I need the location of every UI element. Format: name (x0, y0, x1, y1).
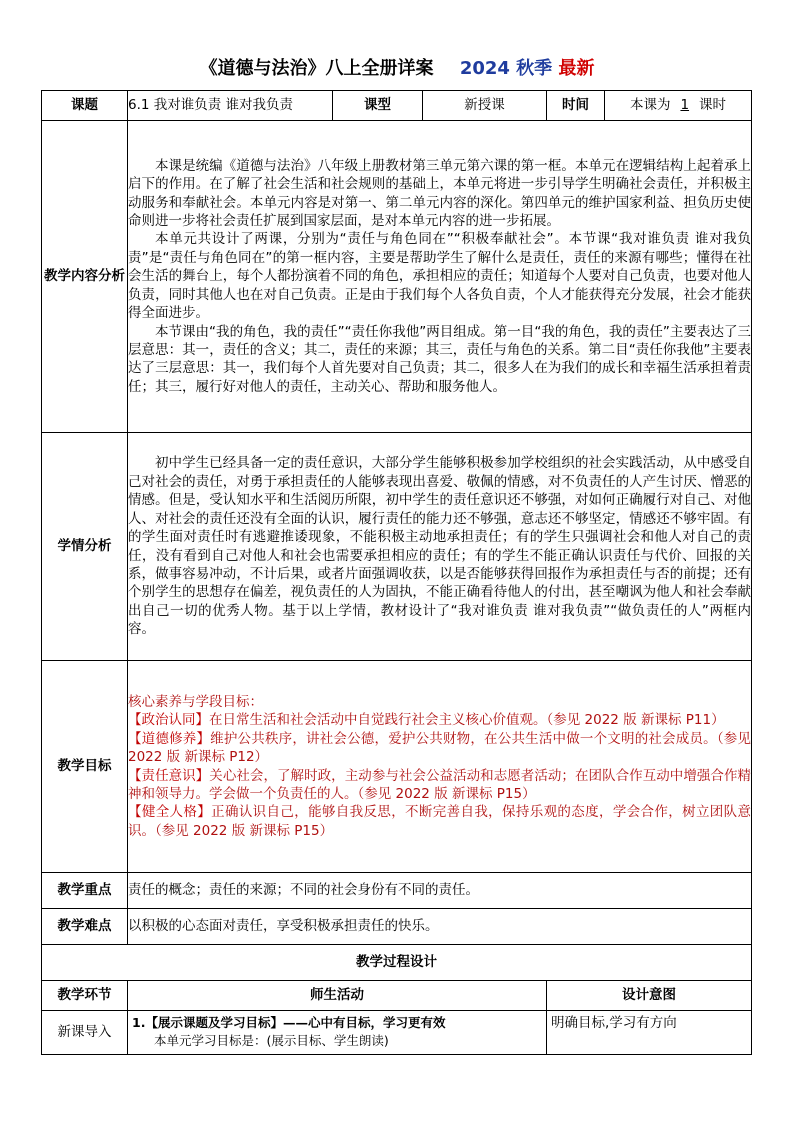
process-col-activity: 师生活动 (128, 981, 547, 1011)
goal-item (128, 730, 751, 767)
content-analysis-label: 教学内容分析 (42, 121, 128, 433)
time-value (605, 91, 752, 121)
topic-label: 课题 (42, 91, 128, 121)
goal-text: 正确认识自己，能够自我反思，不断完善自我，保持乐观的态度，学会合作，树立团队意识。（参见 2022 版 新课标 P15） (128, 804, 752, 839)
process-header-row (42, 981, 752, 1011)
difficulty-row (42, 909, 752, 945)
goal-tag: 【责任意识】 (128, 767, 210, 784)
goal-item (128, 767, 751, 804)
goal-text: 维护公共秩序，讲社会公德，爱护公共财物，在公共生活中做一个文明的社会成员。（参见 2022 版 新课标 P12） (128, 730, 752, 766)
key-point-label: 教学重点 (42, 873, 128, 909)
process-col-intent: 设计意图 (547, 981, 752, 1011)
process-col-stage: 教学环节 (42, 981, 128, 1011)
process-activity (128, 1011, 547, 1055)
activity-line: 1.【展示课题及学习目标】——心中有目标，学习更有效 (132, 1015, 446, 1030)
goals-label: 教学目标 (42, 661, 128, 873)
title-main: 《道德与法治》八上全册详案 (199, 58, 434, 79)
content-paragraph: 本节课由“我的角色，我的责任”“责任你我他”两目组成。第一目“我的角色，我的责任”主要表达了三层意思：其一，责任的含义；其二，责任的来源；其三，责任与角色的关系。第二目“责任你我他”主要表达了三层意思：其一，我们每个人首先要对自己负责；其二，很多人在为我们的成长和幸福生活承担着责任；其三，履行好对他人的责任，主动关心、帮助和服务他人。 (128, 323, 751, 395)
goal-tag: 【政治认同】 (128, 712, 209, 729)
time-count: 1 (680, 97, 690, 114)
key-point-text: 责任的概念；责任的来源；不同的社会身份有不同的责任。 (128, 873, 752, 909)
goals-row (42, 661, 752, 873)
type-value: 新授课 (423, 91, 547, 121)
difficulty-text: 以积极的心态面对责任，享受积极承担责任的快乐。 (128, 909, 752, 945)
difficulty-label: 教学难点 (42, 909, 128, 945)
student-analysis-paragraph: 初中学生已经具备一定的责任意识，大部分学生能够积极参加学校组织的社会实践活动，从中感受自己对社会的责任，对勇于承担责任的人能够表现出喜爱、敬佩的情感，对不负责任的人产生讨厌、憎恶的情感。但是，受认知水平和生活阅历所限，初中学生的责任意识还不够强，对如何正确履行对自己、对他人、对社会的责任还没有全面的认识，履行责任的能力还不够强，意志还不够坚定，情感还不够牢固。有的学生面对责任时有逃避推诿现象，不能积极主动地承担责任；有的学生只强调社会和他人对自己的责任，没有看到自己对他人和社会也需要承担相应的责任；有的学生不能正确认识责任与代价、回报的关系，做事容易冲动，不计后果，或者片面强调收获，以是否能够获得回报作为承担责任与否的前提；还有个别学生的思想存在偏差，视负责任的人为固执，不能正确看待他人的付出，甚至嘲讽为他人和社会奉献出自己一切的优秀人物。基于以上学情，教材设计了“我对谁负责 谁对我负责”“做负责任的人”两框内容。 (128, 455, 751, 638)
content-paragraph: 本单元共设计了两课，分别为“责任与角色同在”“积极奉献社会”。本节课“我对谁负责 谁对我负责”是“责任与角色同在”的第一框内容，主要是帮助学生了解什么是责任，责任的来源有哪些；懂得在社会生活的舞台上，每个人都扮演着不同的角色，承担相应的责任；知道每个人要对自己负责，也要对他人负责，同时其他人也在对自己负责。正是由于我们每个人各负自责，个人才能获得充分发展，社会才能获得全面进步。 (128, 231, 751, 322)
process-title: 教学过程设计 (42, 945, 752, 981)
header-row (42, 91, 752, 121)
goal-text: 关心社会，了解时政，主动参与社会公益活动和志愿者活动；在团队合作互动中增强合作精神和领导力。学会做一个负责任的人。（参见 2022 版 新课标 P15） (128, 767, 752, 802)
content-analysis-body (128, 121, 752, 433)
goal-item (128, 803, 751, 840)
goal-item (128, 711, 751, 729)
student-analysis-label: 学情分析 (42, 433, 128, 661)
time-prefix: 本课为 (629, 97, 671, 114)
lesson-plan-table (41, 90, 752, 1055)
key-point-row (42, 873, 752, 909)
process-title-row (42, 945, 752, 981)
content-paragraph: 本课是统编《道德与法治》八年级上册教材第三单元第六课的第一框。本单元在逻辑结构上起着承上启下的作用。在了解了社会生活和社会规则的基础上，本单元将进一步引导学生明确社会责任，并积极主动服务和奉献社会。本单元内容是对第一、第二单元内容的深化。第四单元的维护国家利益、担负历史使命则进一步将社会责任扩展到国家层面，是对本单元内容的进一步拓展。 (128, 157, 751, 230)
topic-value: 6.1 我对谁负责 谁对我负责 (128, 91, 333, 121)
goals-body (128, 661, 752, 873)
process-intent: 明确目标,学习有方向 (547, 1011, 752, 1055)
title-year: 2024 秋季 (459, 58, 553, 79)
goal-tag: 【道德修养】 (128, 730, 211, 747)
student-analysis-row (42, 433, 752, 661)
title-new-badge: 最新 (558, 58, 595, 79)
time-label: 时间 (547, 91, 605, 121)
process-stage: 新课导入 (42, 1011, 128, 1055)
time-suffix: 课时 (699, 97, 727, 114)
type-label: 课型 (333, 91, 423, 121)
process-row (42, 1011, 752, 1055)
document-title (0, 58, 794, 80)
goal-tag: 【健全人格】 (128, 804, 212, 821)
goal-text: 在日常生活和社会活动中自觉践行社会主义核心价值观。（参见 2022 版 新课标 P11） (209, 712, 725, 729)
content-analysis-row (42, 121, 752, 433)
goals-heading: 核心素养与学段目标： (128, 693, 263, 710)
activity-line: 本单元学习目标是：(展示目标、学生朗读) (154, 1033, 389, 1049)
